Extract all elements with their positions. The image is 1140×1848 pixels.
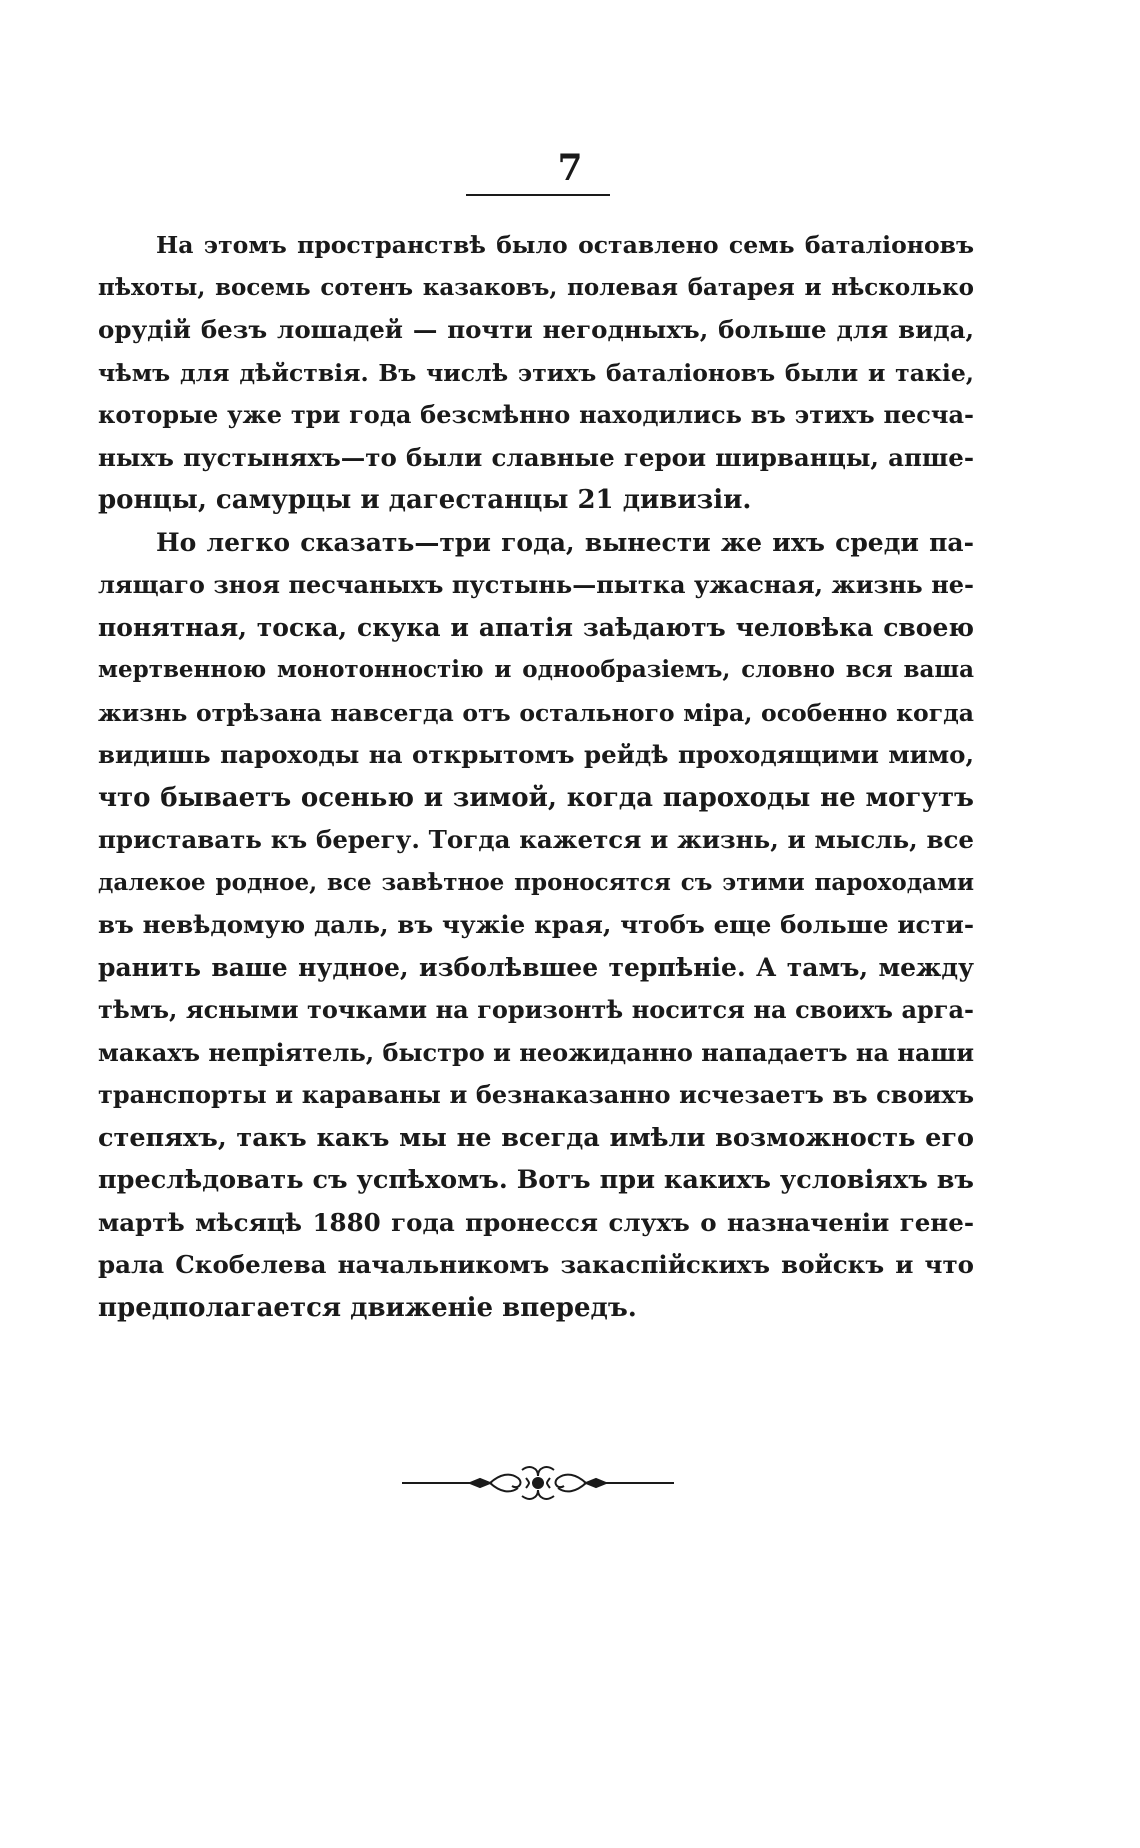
text-line: видишь пароходы на открытомъ рейдѣ проходящими мимо,: [98, 740, 974, 769]
page-number-rule: [466, 194, 610, 196]
text-line: ранить ваше нудное, изболѣвшее терпѣніе. А тамъ, между: [98, 952, 974, 982]
text-line: макахъ непріятель, быстро и неожиданно нападаетъ на наши: [98, 1037, 975, 1067]
ornamental-divider-icon: [402, 1460, 674, 1510]
text-line: что бываетъ осенью и зимой, когда пароходы не могутъ: [98, 782, 974, 813]
text-line: орудій безъ лошадей — почти негодныхъ, больше для вида,: [98, 315, 974, 344]
text-line: степяхъ, такъ какъ мы не всегда имѣли возможность его: [98, 1122, 974, 1153]
text-line: предполагается движеніе впередъ.: [98, 1292, 637, 1323]
text-line: ныхъ пустыняхъ—то были славные герои ширванцы, апше-: [98, 442, 974, 472]
text-line: далекое родное, все завѣтное проносятся съ этими пароходами: [98, 868, 974, 896]
text-line: понятная, тоска, скука и апатія заѣдаютъ человѣка своею: [98, 612, 974, 642]
text-block: [98, 224, 974, 1329]
text-line: рала Скобелева начальникомъ закаспійскихъ войскъ и что: [98, 1250, 974, 1279]
text-line: На этомъ пространствѣ было оставлено семь баталіоновъ: [156, 231, 974, 259]
paragraph-2: [98, 522, 974, 1330]
page-number: 7: [557, 147, 583, 189]
text-line: которые уже три года безсмѣнно находились въ этихъ песча-: [98, 400, 974, 429]
text-line: ронцы, самурцы и дагестанцы 21 дивизіи.: [98, 485, 752, 515]
text-line: чѣмъ для дѣйствія. Въ числѣ этихъ баталіоновъ были и такіе,: [98, 358, 974, 387]
text-line: преслѣдовать съ успѣхомъ. Вотъ при какихъ условіяхъ въ: [98, 1165, 974, 1195]
text-line: тѣмъ, ясными точками на горизонтѣ носится на своихъ арга-: [98, 995, 974, 1024]
text-line: жизнь отрѣзана навсегда отъ остального міра, особенно когда: [98, 698, 974, 727]
text-line: пѣхоты, восемь сотенъ казаковъ, полевая батарея и нѣсколько: [98, 273, 974, 301]
text-line: транспорты и караваны и безнаказанно исчезаетъ въ своихъ: [98, 1080, 974, 1109]
text-line: Но легко сказать—три года, вынести же ихъ среди па-: [156, 527, 974, 557]
text-line: мертвенною монотонностію и однообразіемъ, словно вся ваша: [98, 656, 974, 683]
text-line: мартѣ мѣсяцѣ 1880 года пронесся слухъ о назначеніи гене-: [98, 1207, 974, 1237]
text-line: приставать къ берегу. Тогда кажется и жизнь, и мысль, все: [98, 825, 974, 854]
text-line: лящаго зноя песчаныхъ пустынь—пытка ужасная, жизнь не-: [98, 570, 974, 599]
text-line: въ невѣдомую даль, въ чужіе края, чтобъ еще больше исти-: [98, 910, 974, 939]
paragraph-1: [98, 224, 974, 522]
